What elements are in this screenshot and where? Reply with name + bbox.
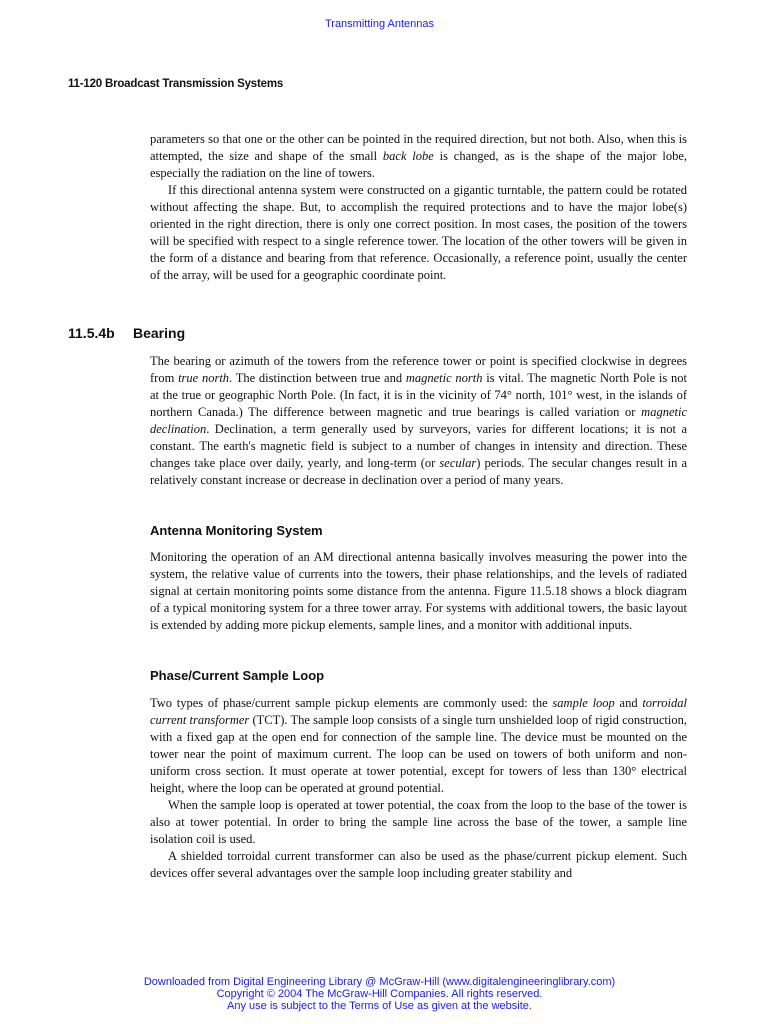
sample-loop-paragraph-1: Two types of phase/current sample pickup elements are commonly used: the sample loop and torroidal current transformer (TCT). The sample loop consists of a single turn unshielded loop of rigid construction, with a fixed gap at the open end for connection of the sample line. The device must be mounted on the tower near the point of maximum current. The loop can be used on towers of both uniform and non-uniform cross section. It must operate at tower potential, except for towers of less than 130° electrical height, where the loop can be operated at ground potential. — [150, 696, 687, 795]
intro-paragraph-1: parameters so that one or the other can be pointed in the required direction, but not both. Also, when this is attempted, the size and shape of the small back lobe is changed, as is the shape of the major lobe, especially the radiation on the line of towers. — [150, 132, 688, 180]
sample-loop-text — [150, 695, 687, 882]
intro-paragraph-2: If this directional antenna system were constructed on a gigantic turntable, the pattern could be rotated without affecting the shape. But, to accomplish the required protections and to have the major lobe(s) oriented in the right direction, there is only one correct position. In most cases, the position of the towers will be specified with respect to a single reference tower. The location of the other towers will be given in the form of a distance and bearing from that reference. Occasionally, a reference point, usually the center of the array, will be used for a geographic coordinate point. — [150, 183, 687, 282]
chapter-link[interactable]: Transmitting Antennas — [324, 18, 435, 30]
intro-text — [150, 131, 687, 284]
bearing-paragraph: The bearing or azimuth of the towers from the reference tower or point is specified clockwise in degrees from true north. The distinction between true and magnetic north is vital. The magnetic North Pole is not at the true or geographic North Pole. (In fact, it is in the vicinity of 74° north, 101° west, in the islands of northern Canada.) The difference between magnetic and true bearings is called variation or magnetic declination. Declination, a term generally used by surveyors, varies for different locations; it is not a constant. The earth's magnetic field is subject to a number of changes in intensity and direction. These changes take place over daily, yearly, and long-term (or secular) periods. The secular changes result in a relatively constant increase or decrease in declination over a period of many years. — [150, 354, 687, 487]
monitoring-paragraph: Monitoring the operation of an AM directional antenna basically involves measuring the power into the system, the relative value of currents into the towers, their phase relationships, and the levels of radiated signal at certain monitoring points some distance from the antenna. Figure 11.5.18 shows a block diagram of a typical monitoring system for a three tower array. For systems with additional towers, the basic layout is extended by adding more pickup elements, sample lines, and a monitor with additional inputs. — [150, 550, 687, 632]
running-head: 11-120 Broadcast Transmission Systems — [68, 78, 284, 90]
sample-loop-paragraph-3: A shielded torroidal current transformer can also be used as the phase/current pickup element. Such devices offer several advantages over the sample loop including greater stability and — [150, 849, 687, 880]
footer — [0, 976, 759, 1012]
section-number: 11.5.4b — [68, 325, 115, 341]
section-title: Bearing — [133, 325, 186, 341]
subheading-monitoring: Antenna Monitoring System — [150, 523, 323, 538]
sample-loop-paragraph-2: When the sample loop is operated at tower potential, the coax from the loop to the base of the tower is also at tower potential. In order to bring the sample line across the base of the tower, a sample line isolation coil is used. — [150, 798, 687, 846]
footer-terms-link[interactable]: Any use is subject to the Terms of Use as given at the website. — [227, 1000, 532, 1012]
section-heading — [68, 325, 185, 341]
footer-download-link[interactable]: Downloaded from Digital Engineering Library @ McGraw-Hill (www.digitalengineeringlibrary.com) — [143, 976, 616, 988]
subheading-sample-loop: Phase/Current Sample Loop — [150, 668, 325, 683]
footer-copyright: Copyright © 2004 The McGraw-Hill Companies. All rights reserved. — [216, 988, 543, 1000]
